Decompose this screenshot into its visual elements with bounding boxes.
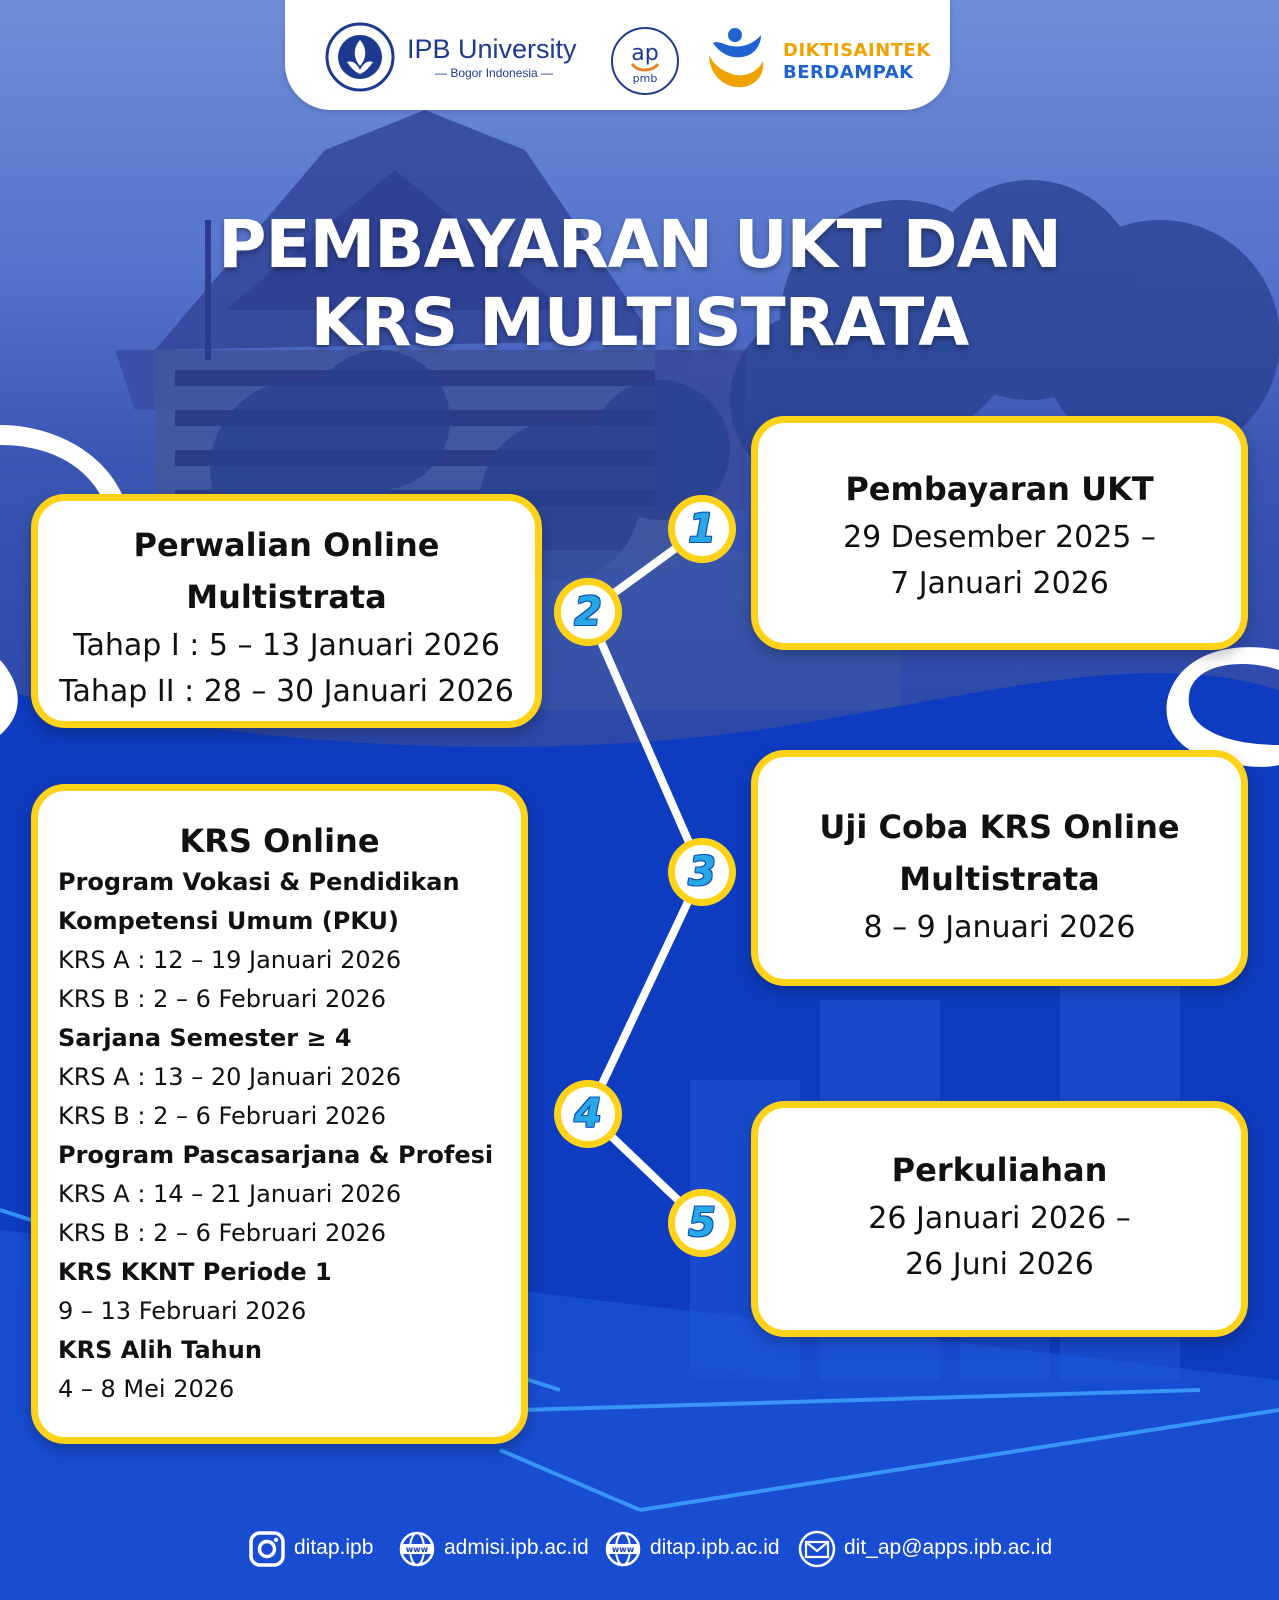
krs-group-heading: Kompetensi Umum (PKU) bbox=[58, 907, 399, 935]
title-line-2: KRS MULTISTRATA bbox=[310, 284, 969, 361]
step-number: 2 bbox=[561, 585, 615, 639]
step-card-krs-online bbox=[31, 784, 528, 1444]
globe-www-icon bbox=[604, 1530, 642, 1568]
step-1-title: Pembayaran UKT bbox=[845, 470, 1154, 508]
step-number: 3 bbox=[675, 845, 729, 899]
ipb-location-subtitle: — Bogor Indonesia — bbox=[435, 66, 554, 80]
step-3-title: Multistrata bbox=[899, 860, 1100, 898]
step-number-badge-1 bbox=[668, 495, 736, 563]
instagram-icon bbox=[248, 1530, 286, 1568]
svg-text:pmb: pmb bbox=[632, 72, 658, 85]
email-icon bbox=[798, 1530, 836, 1568]
krs-date-line: KRS A : 14 – 21 Januari 2026 bbox=[58, 1180, 402, 1208]
step-number: 1 bbox=[675, 502, 729, 556]
instagram-handle: ditap.ipb bbox=[294, 1536, 374, 1559]
globe-www-icon bbox=[398, 1530, 436, 1568]
krs-date-line: 4 – 8 Mei 2026 bbox=[58, 1375, 235, 1403]
step-number: 5 bbox=[675, 1196, 729, 1250]
website-ditap-url: ditap.ipb.ac.id bbox=[650, 1536, 780, 1559]
website-admisi-url: admisi.ipb.ac.id bbox=[444, 1536, 589, 1559]
krs-group-heading: Program Pascasarjana & Profesi bbox=[58, 1141, 494, 1169]
ipb-university-name: IPB University bbox=[407, 34, 577, 64]
step-5-date-line: 26 Januari 2026 – bbox=[868, 1201, 1131, 1236]
step-2-title: Perwalian Online bbox=[133, 526, 440, 564]
email-address: dit_ap@apps.ipb.ac.id bbox=[844, 1536, 1053, 1559]
krs-date-line: 9 – 13 Februari 2026 bbox=[58, 1297, 307, 1325]
step-number-badge-3 bbox=[668, 838, 736, 906]
step-5-title: Perkuliahan bbox=[891, 1151, 1108, 1189]
krs-group-heading: Sarjana Semester ≥ 4 bbox=[58, 1024, 352, 1052]
step-card-uji-coba-krs bbox=[751, 750, 1248, 986]
krs-group-heading: KRS KKNT Periode 1 bbox=[58, 1258, 332, 1286]
step-card-perwalian-online bbox=[31, 494, 542, 728]
step-2-date-line: Tahap I : 5 – 13 Januari 2026 bbox=[73, 628, 500, 663]
krs-group-heading: Program Vokasi & Pendidikan bbox=[58, 868, 460, 896]
diktisaintek-wordmark: DIKTISAINTEK bbox=[783, 40, 931, 61]
krs-date-line: KRS B : 2 – 6 Februari 2026 bbox=[58, 985, 387, 1013]
step-card-pembayaran-ukt bbox=[751, 416, 1248, 650]
step-number-badge-5 bbox=[668, 1189, 736, 1257]
step-1-date-line: 7 Januari 2026 bbox=[890, 566, 1109, 601]
step-2-title: Multistrata bbox=[186, 578, 387, 616]
step-3-date-line: 8 – 9 Januari 2026 bbox=[863, 910, 1136, 945]
step-number-badge-2 bbox=[554, 578, 622, 646]
berdampak-wordmark: BERDAMPAK bbox=[783, 62, 914, 83]
krs-date-line: KRS B : 2 – 6 Februari 2026 bbox=[58, 1102, 387, 1130]
step-number-badge-4 bbox=[554, 1080, 622, 1148]
step-number: 4 bbox=[561, 1087, 615, 1141]
step-2-date-line: Tahap II : 28 – 30 Januari 2026 bbox=[59, 674, 514, 709]
step-4-title: KRS Online bbox=[179, 822, 380, 860]
title-line-1: PEMBAYARAN UKT DAN bbox=[218, 206, 1061, 283]
step-5-date-line: 26 Juni 2026 bbox=[905, 1247, 1094, 1282]
footer-contacts bbox=[0, 1530, 1279, 1580]
krs-date-line: KRS A : 12 – 19 Januari 2026 bbox=[58, 946, 402, 974]
svg-text:ap: ap bbox=[631, 41, 659, 66]
step-card-perkuliahan bbox=[751, 1101, 1248, 1337]
svg-text:www: www bbox=[611, 1545, 635, 1554]
step-3-title: Uji Coba KRS Online bbox=[819, 808, 1180, 846]
step-1-date-line: 29 Desember 2025 – bbox=[843, 520, 1156, 555]
krs-group-heading: KRS Alih Tahun bbox=[58, 1336, 262, 1364]
krs-date-line: KRS B : 2 – 6 Februari 2026 bbox=[58, 1219, 387, 1247]
svg-text:www: www bbox=[405, 1545, 429, 1554]
krs-date-line: KRS A : 13 – 20 Januari 2026 bbox=[58, 1063, 402, 1091]
